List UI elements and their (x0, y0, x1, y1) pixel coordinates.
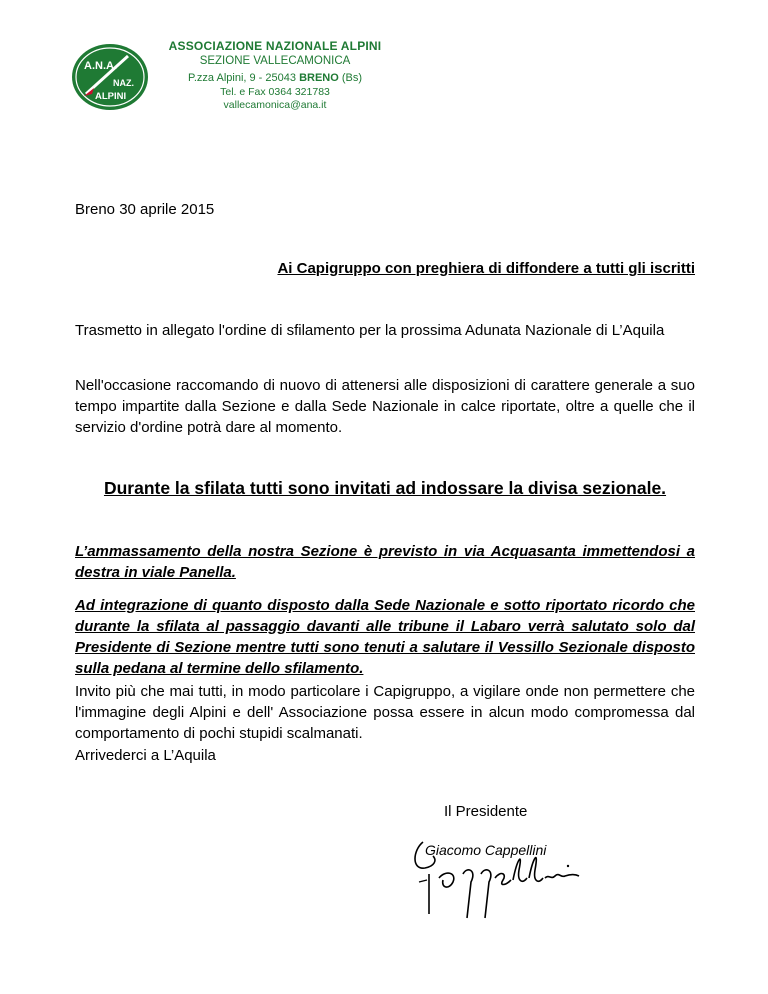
letter-date: Breno 30 aprile 2015 (75, 201, 215, 218)
logo-text-mid: NAZ. (113, 78, 134, 88)
org-email: vallecamonica@ana.it (223, 99, 327, 111)
org-phone: Tel. e Fax 0364 321783 (220, 86, 330, 98)
org-name: ASSOCIAZIONE NAZIONALE ALPINI (168, 39, 382, 53)
paragraph-attachment: Trasmetto in allegato l'ordine di sfilamento per la prossima Adunata Nazionale di L’Aquila (75, 322, 665, 339)
ana-logo (70, 42, 150, 112)
org-section: SEZIONE VALLECAMONICA (199, 55, 351, 67)
paragraph-instructions: Nell'occasione raccomando di nuovo di attenersi alle disposizioni di carattere generale a suo tempo impartite dalla Sezione e dalla Sede Nazionale in calce riportate, oltre a quelle che il servizio d'ordine potrà dare al momento. (75, 377, 695, 436)
handwritten-signature (405, 830, 585, 920)
letter-recipients: Ai Capigruppo con preghiera di diffondere a tutti gli iscritti (277, 260, 695, 277)
address-prefix: P.zza Alpini, 9 - 25043 (187, 72, 300, 84)
logo-text-top: A.N.A. (84, 60, 117, 72)
address-suffix: (Bs) (338, 72, 363, 84)
paragraph-closing: Arrivederci a L’Aquila (75, 747, 216, 764)
paragraph-salute: Ad integrazione di quanto disposto dalla Sede Nazionale e sotto riportato ricordo che durante la sfilata al passaggio davanti alle tribune il Labaro verrà salutato solo dal Presidente di Sezione mentre tutti sono tenuti a salutare il Vessillo Sezionale disposto sulla pedana al termine dello sfilamento. (75, 597, 695, 677)
uniform-notice: Durante la sfilata tutti sono invitati ad indossare la divisa sezionale. (103, 478, 667, 498)
org-address (160, 71, 390, 86)
signature-title: Il Presidente (444, 803, 528, 820)
paragraph-assembly: L’ammassamento della nostra Sezione è previsto in via Acquasanta immettendosi a destra in viale Panella. (75, 543, 695, 581)
letterhead (160, 39, 390, 112)
signature-name: Giacomo Cappellini (425, 842, 547, 858)
paragraph-conduct: Invito più che mai tutti, in modo particolare i Capigruppo, a vigilare onde non permettere che l'immagine degli Alpini e dell' Associazione possa essere in alcun modo compromessa dal comportamento di pochi stupidi scalmanati. (75, 683, 695, 742)
address-city: BRENO (299, 72, 339, 84)
logo-text-bottom: ALPINI (95, 91, 127, 102)
